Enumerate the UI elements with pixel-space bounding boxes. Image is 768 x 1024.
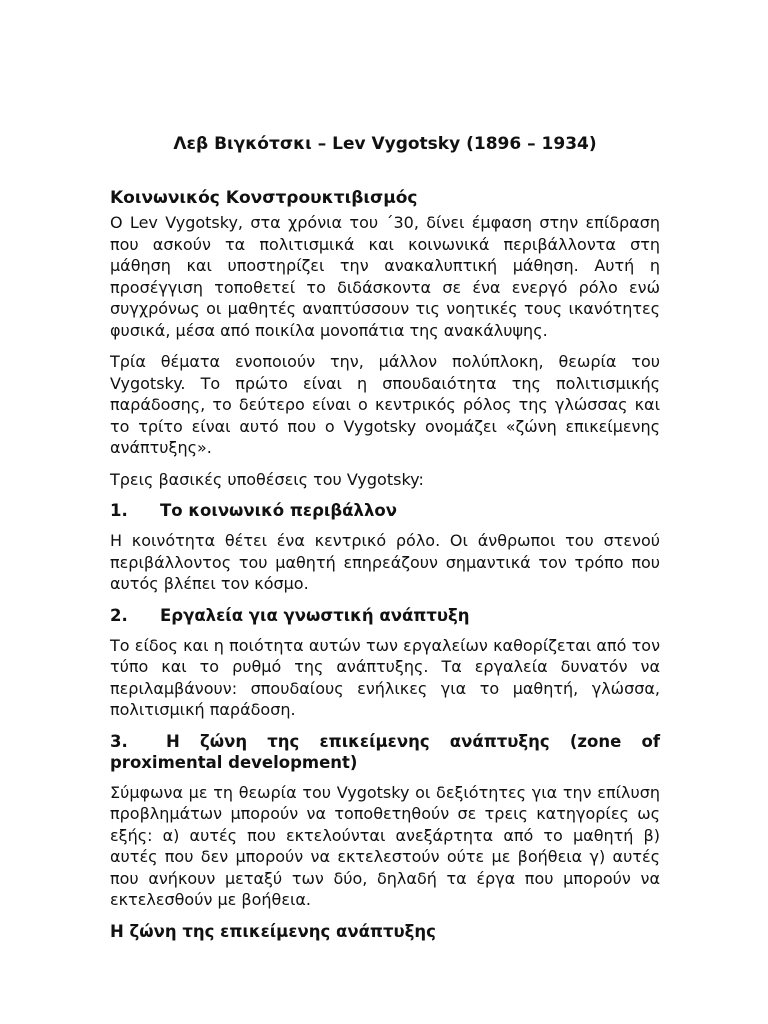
paragraph-hypotheses: Τρεις βασικές υποθέσεις του Vygotsky: [110, 469, 424, 489]
section-heading: Κοινωνικός Κονστρουκτιβισμός [110, 188, 418, 208]
item-heading-3 [110, 731, 660, 773]
paragraph-themes: Τρία θέματα ενοποιούν την, μάλλον πολύπλοκη, θεωρία του Vygotsky. Το πρώτο είναι η σπουδαιότητα της πολιτισμικής παράδοσης, το δεύτερο είναι ο κεντρικός ρόλος της γλώσσας και το τρίτο είναι αυτό που ο Vygotsky ονομάζει «ζώνη επικείμενης ανάπτυξης». [110, 352, 660, 457]
item-heading-text: Το κοινωνικό περιβάλλον [160, 501, 397, 520]
item-number: 1. [110, 501, 128, 520]
document-body [110, 212, 660, 942]
item-text-3: Σύμφωνα με τη θεωρία του Vygotsky οι δεξιότητες για την επίλυση προβλημάτων μπορούν να τοποθετηθούν σε τρεις κατηγορίες ως εξής: α) αυτές που εκτελούνται ανεξάρτητα από το μαθητή β) αυτές που δεν μπορούν να εκτελεστούν ούτε με βοήθεια γ) αυτές που ανήκουν μεταξύ των δύο, δηλαδή τα έργα που μπορούν να εκτελεσθούν με βοήθεια. [110, 782, 660, 909]
item-number: 3. [110, 731, 128, 751]
item-heading-2 [110, 605, 660, 626]
item-number: 2. [110, 605, 128, 625]
item-text-2: Το είδος και η ποιότητα αυτών των εργαλείων καθορίζεται από τον τύπο και το ρυθμό της ανάπτυξης. Τα εργαλεία δυνατόν να περιλαμβάνουν: σπουδαίους ενήλικες για το μαθητή, γλώσσα, πολιτισμική παράδοση. [110, 635, 660, 719]
item-heading-1 [110, 500, 660, 521]
item-heading-text: Εργαλεία για γνωστική ανάπτυξη [160, 605, 470, 625]
document-title: Λεβ Βιγκότσκι – Lev Vygotsky (1896 – 1934) [173, 134, 597, 154]
final-heading: Η ζώνη της επικείμενης ανάπτυξης [110, 921, 436, 941]
document-page [110, 0, 660, 1024]
paragraph-intro: Ο Lev Vygotsky, στα χρόνια του ΄30, δίνει έμφαση στην επίδραση που ασκούν τα πολιτισμικά και κοινωνικά περιβάλλοντα στη μάθηση και υποστηρίζει την ανακαλυπτική μάθηση. Αυτή η προσέγγιση τοποθετεί το διδάσκοντα σε ένα ενεργό ρόλο ενώ συγχρόνως οι μαθητές αναπτύσσουν τις νοητικές τους ικανότητες φυσικά, μέσα από ποικίλα μονοπάτια της ανακάλυψης. [110, 213, 660, 340]
item-text-1: Η κοινότητα θέτει ένα κεντρικό ρόλο. Οι άνθρωποι του στενού περιβάλλοντος του μαθητή επηρεάζουν σημαντικά τον τρόπο που αυτός βλέπει τον κόσμο. [110, 531, 660, 593]
item-heading-text: Η ζώνη της επικείμενης ανάπτυξης (zone of proximental development) [110, 731, 660, 772]
